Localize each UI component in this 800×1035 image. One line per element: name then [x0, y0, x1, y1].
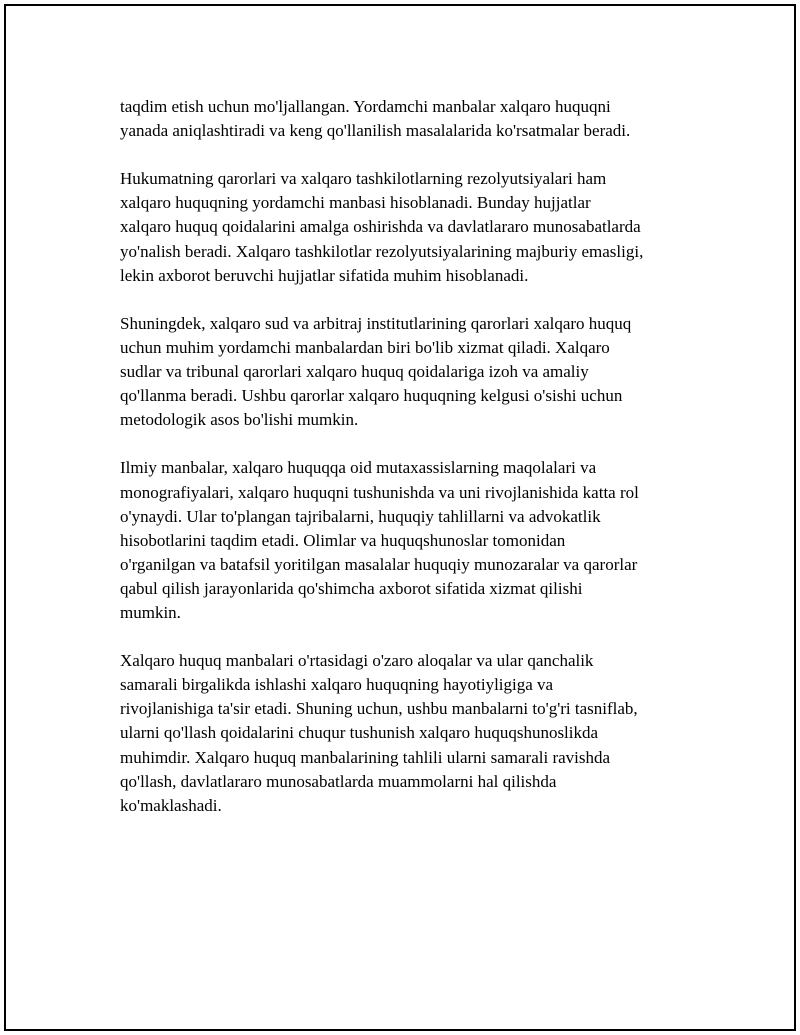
text-line: qabul qilish jarayonlarida qo'shimcha axborot sifatida xizmat qilishi — [120, 578, 583, 598]
paragraph-2 — [120, 167, 700, 287]
text-line: taqdim etish uchun mo'ljallangan. Yordamchi manbalar xalqaro huquqni — [120, 97, 611, 116]
page-frame — [4, 4, 796, 1031]
text-line: xalqaro huquqning yordamchi manbasi hisoblanadi. Bunday hujjatlar — [120, 193, 591, 213]
text-line: xalqaro huquq qoidalarini amalga oshirishda va davlatlararo munosabatlarda — [120, 217, 641, 237]
text-line: ularni qo'llash qoidalarini chuqur tushunish xalqaro huquqshunoslikda — [120, 723, 599, 743]
text-line: monografiyalari, xalqaro huquqni tushunishda va uni rivojlanishida katta rol — [120, 482, 639, 502]
text-line: Ilmiy manbalar, xalqaro huquqqa oid mutaxassislarning maqolalari va — [120, 458, 597, 478]
text-line: Hukumatning qarorlari va xalqaro tashkilotlarning rezolyutsiyalari ham — [120, 169, 607, 189]
text-line: qo'llash, davlatlararo munosabatlarda muammolarni hal qilishda — [120, 771, 557, 791]
text-line: muhimdir. Xalqaro huquq manbalarining tahlili ularni samarali ravishda — [120, 747, 611, 767]
text-line: sudlar va tribunal qarorlari xalqaro huquq qoidalariga izoh va amaliy — [120, 362, 589, 382]
document-body — [120, 95, 700, 842]
text-line: lekin axborot beruvchi hujjatlar sifatida muhim hisoblanadi. — [120, 265, 529, 285]
paragraph-4 — [120, 456, 700, 625]
text-line: yanada aniqlashtiradi va keng qo'llanilish masalalarida ko'rsatmalar beradi. — [120, 121, 631, 141]
text-line: o'rganilgan va batafsil yoritilgan masalalar huquqiy munozaralar va qarorlar — [120, 554, 638, 574]
text-line: o'ynaydi. Ular to'plangan tajribalarni, huquqiy tahlillarni va advokatlik — [120, 506, 601, 526]
paragraph-3 — [120, 312, 700, 432]
text-line: metodologik asos bo'lishi mumkin. — [120, 410, 359, 430]
paragraph-1 — [120, 95, 700, 143]
text-line: Shuningdek, xalqaro sud va arbitraj institutlarining qarorlari xalqaro huquq — [120, 313, 632, 333]
text-line: ko'maklashadi. — [120, 795, 222, 815]
text-line: Xalqaro huquq manbalari o'rtasidagi o'zaro aloqalar va ular qanchalik — [120, 651, 594, 671]
text-line: yo'nalish beradi. Xalqaro tashkilotlar rezolyutsiyalarining majburiy emasligi, — [120, 241, 644, 261]
text-line: mumkin. — [120, 602, 181, 622]
paragraph-5 — [120, 649, 700, 818]
text-line: samarali birgalikda ishlashi xalqaro huquqning hayotiyligiga va — [120, 675, 554, 695]
text-line: uchun muhim yordamchi manbalardan biri bo'lib xizmat qiladi. Xalqaro — [120, 337, 610, 357]
text-line: hisobotlarini taqdim etadi. Olimlar va huquqshunoslar tomonidan — [120, 530, 566, 550]
text-line: qo'llanma beradi. Ushbu qarorlar xalqaro huquqning kelgusi o'sishi uchun — [120, 386, 623, 406]
text-line: rivojlanishiga ta'sir etadi. Shuning uchun, ushbu manbalarni to'g'ri tasniflab, — [120, 699, 638, 719]
